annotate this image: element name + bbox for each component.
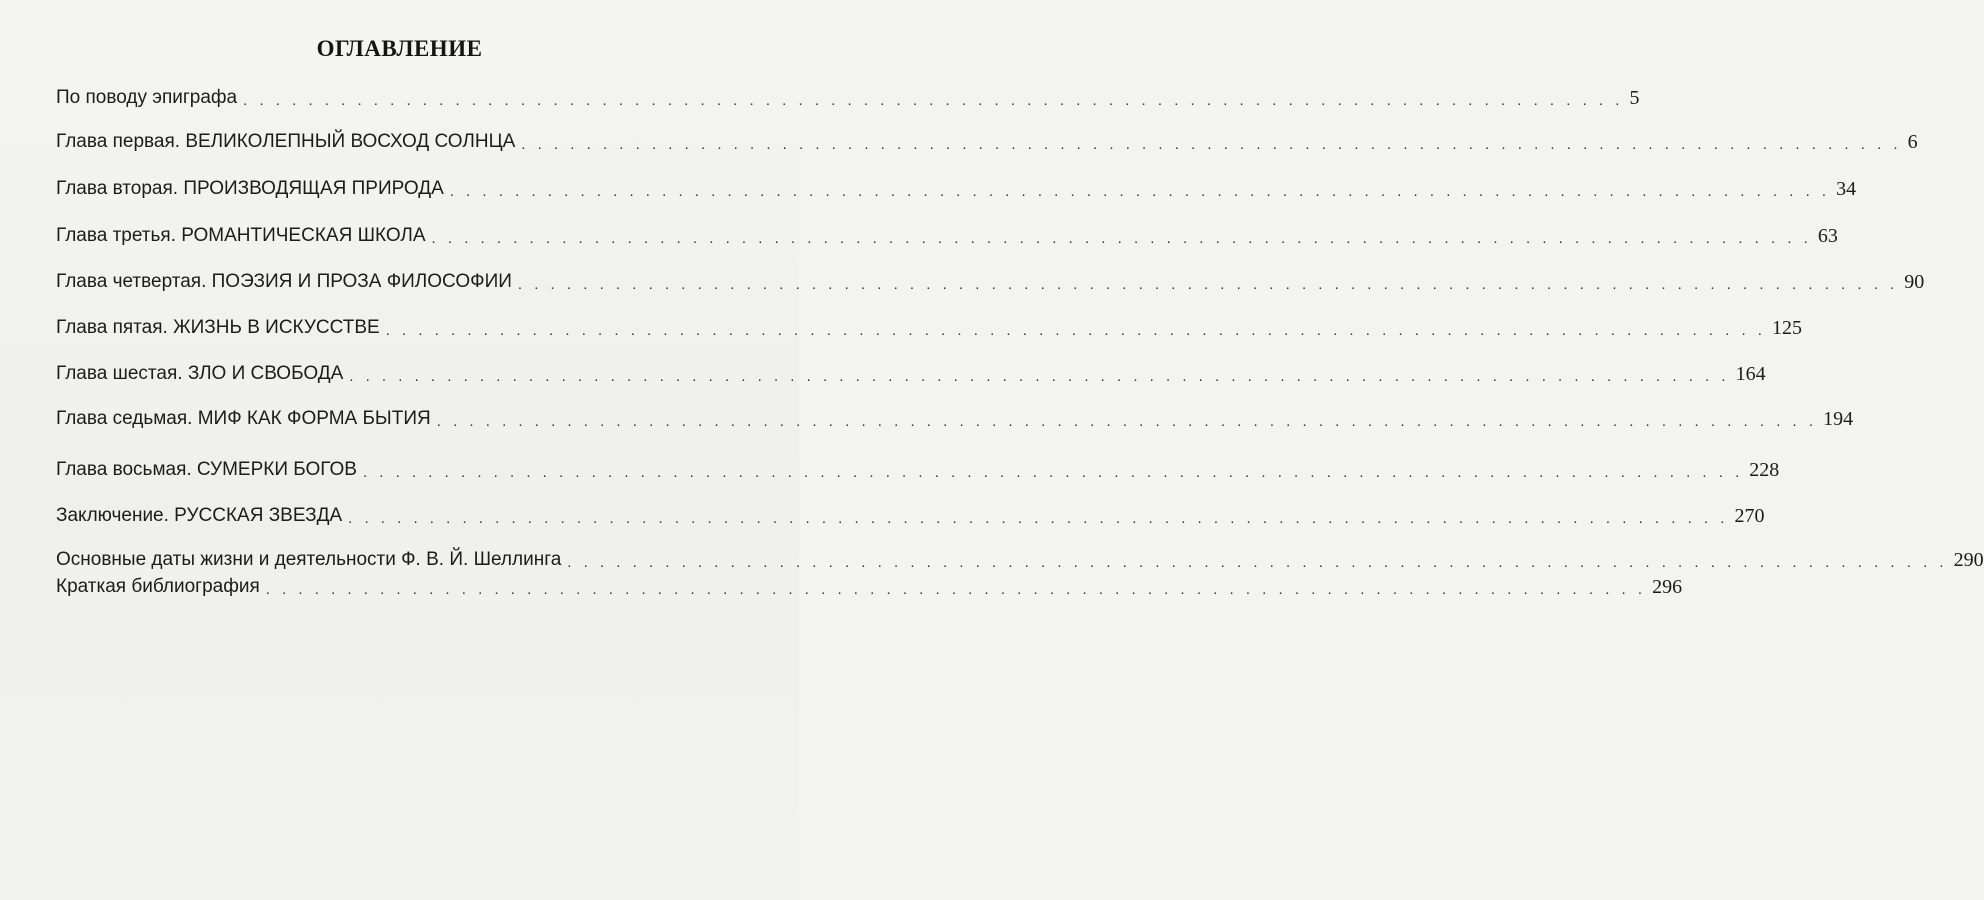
toc-leader-dots: . . . . . . . . . . . . . . . . . . . . . . . . . . . . . . . . . . . . . . . . . . . . . . . . . . . . . . . . . . . . . . . . . . . . . . . . . . . . . . . . . . . . . bbox=[431, 230, 1812, 247]
toc-entry-page: 164 bbox=[1735, 363, 1766, 385]
toc-entry-page: 6 bbox=[1907, 131, 1918, 153]
toc-entry-page: 296 bbox=[1652, 576, 1683, 598]
toc-entry-title: Глава третья. РОМАНТИЧЕСКАЯ ШКОЛА bbox=[56, 225, 426, 246]
toc-entry bbox=[56, 405, 1854, 431]
toc-entry bbox=[56, 268, 1925, 294]
toc-entry bbox=[56, 175, 1857, 201]
toc-entry-title: Заключение. РУССКАЯ ЗВЕЗДА bbox=[56, 505, 343, 526]
toc-leader-dots: . . . . . . . . . . . . . . . . . . . . . . . . . . . . . . . . . . . . . . . . . . . . . . . . . . . . . . . . . . . . . . . . . . . . . . . . . . . . . . . . . . . . . bbox=[521, 136, 1902, 153]
toc-entry-title: По поводу эпиграфа bbox=[56, 87, 238, 108]
toc-leader-dots: . . . . . . . . . . . . . . . . . . . . . . . . . . . . . . . . . . . . . . . . . . . . . . . . . . . . . . . . . . . . . . . . . . . . . . . . . . . . . . . . . . . . . bbox=[362, 464, 1744, 481]
toc-entry bbox=[56, 546, 1984, 572]
toc-leader-dots: . . . . . . . . . . . . . . . . . . . . . . . . . . . . . . . . . . . . . . . . . . . . . . . . . . . . . . . . . . . . . . . . . . . . . . . . . . . . . . . . . . . . . bbox=[436, 413, 1818, 430]
toc-entry bbox=[56, 84, 1640, 110]
toc-leader-dots: . . . . . . . . . . . . . . . . . . . . . . . . . . . . . . . . . . . . . . . . . . . . . . . . . . . . . . . . . . . . . . . . . . . . . . . . . . . . . . . . . . . . . bbox=[449, 183, 1831, 200]
toc-entry-page: 90 bbox=[1904, 271, 1925, 293]
toc-entry-title: Основные даты жизни и деятельности Ф. В. Й. Шеллинга bbox=[56, 549, 562, 570]
toc-entry-page: 125 bbox=[1771, 317, 1802, 339]
toc-entry bbox=[56, 502, 1765, 528]
page-title: ОГЛАВЛЕНИЕ bbox=[316, 36, 483, 61]
toc-entry-page: 194 bbox=[1823, 408, 1854, 430]
toc-entry-title: Краткая библиография bbox=[56, 576, 260, 597]
toc-entry bbox=[56, 314, 1802, 340]
toc-entry-title: Глава вторая. ПРОИЗВОДЯЩАЯ ПРИРОДА bbox=[56, 178, 444, 199]
toc-entry-page: 63 bbox=[1817, 225, 1838, 247]
toc-entry-page: 5 bbox=[1629, 87, 1640, 109]
toc-entry-page: 34 bbox=[1836, 178, 1857, 200]
toc-entry bbox=[56, 222, 1838, 248]
toc-entry bbox=[56, 128, 1918, 154]
toc-leader-dots: . . . . . . . . . . . . . . . . . . . . . . . . . . . . . . . . . . . . . . . . . . . . . . . . . . . . . . . . . . . . . . . . . . . . . . . . . . . . . . . . . . . . . bbox=[385, 322, 1766, 339]
toc-leader-dots: . . . . . . . . . . . . . . . . . . . . . . . . . . . . . . . . . . . . . . . . . . . . . . . . . . . . . . . . . . . . . . . . . . . . . . . . . . . . . . . . . . . . . bbox=[349, 368, 1730, 385]
toc-entry-title: Глава пятая. ЖИЗНЬ В ИСКУССТВЕ bbox=[56, 317, 380, 338]
toc-leader-dots: . . . . . . . . . . . . . . . . . . . . . . . . . . . . . . . . . . . . . . . . . . . . . . . . . . . . . . . . . . . . . . . . . . . . . . . . . . . . . . . . . . . . . bbox=[348, 510, 1729, 527]
toc-leader-dots: . . . . . . . . . . . . . . . . . . . . . . . . . . . . . . . . . . . . . . . . . . . . . . . . . . . . . . . . . . . . . . . . . . . . . . . . . . . . . . . . . . . . . bbox=[243, 92, 1624, 109]
toc-entry bbox=[56, 456, 1780, 482]
toc-entry-page: 228 bbox=[1749, 459, 1780, 481]
toc-entry-title: Глава первая. ВЕЛИКОЛЕПНЫЙ ВОСХОД СОЛНЦА bbox=[56, 131, 516, 152]
toc-entry-title: Глава седьмая. МИФ КАК ФОРМА БЫТИЯ bbox=[56, 408, 431, 429]
toc-entry-title: Глава восьмая. СУМЕРКИ БОГОВ bbox=[56, 459, 357, 480]
toc-entry-page: 270 bbox=[1734, 505, 1765, 527]
toc-entry bbox=[56, 573, 1683, 599]
toc-entry bbox=[56, 360, 1766, 386]
toc-leader-dots: . . . . . . . . . . . . . . . . . . . . . . . . . . . . . . . . . . . . . . . . . . . . . . . . . . . . . . . . . . . . . . . . . . . . . . . . . . . . . . . . . . . . . bbox=[265, 581, 1647, 598]
toc-leader-dots: . . . . . . . . . . . . . . . . . . . . . . . . . . . . . . . . . . . . . . . . . . . . . . . . . . . . . . . . . . . . . . . . . . . . . . . . . . . . . . . . . . . . . bbox=[567, 554, 1948, 571]
toc-entry-title: Глава шестая. ЗЛО И СВОБОДА bbox=[56, 363, 344, 384]
toc-leader-dots: . . . . . . . . . . . . . . . . . . . . . . . . . . . . . . . . . . . . . . . . . . . . . . . . . . . . . . . . . . . . . . . . . . . . . . . . . . . . . . . . . . . . . bbox=[517, 276, 1899, 293]
toc-entry-page: 290 bbox=[1953, 549, 1984, 571]
toc-entry-title: Глава четвертая. ПОЭЗИЯ И ПРОЗА ФИЛОСОФИИ bbox=[56, 271, 512, 292]
